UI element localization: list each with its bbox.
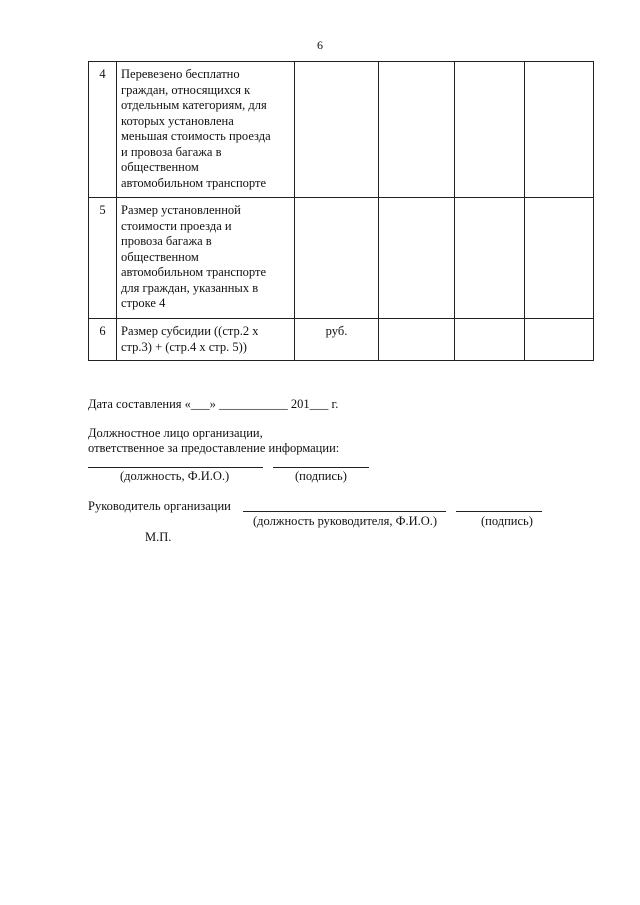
description-line: общественном [121,249,199,264]
official-position-caption: (должность, Ф.И.О.) [120,469,230,483]
description-line: автомобильном транспорте [121,265,267,279]
description-line: стоимости проезда и [121,218,232,233]
description-line: для граждан, указанных в [121,280,259,295]
description-line: строке 4 [121,296,166,310]
table-row-4 [89,62,594,198]
description-line: и провоза багажа в [121,144,222,159]
row-unit: руб. [295,319,379,361]
table-cell-empty [455,62,525,198]
description-line: которых установлена [121,113,234,128]
table-cell-empty [525,62,594,198]
page-number: 6 [317,38,323,52]
report-table [88,61,594,361]
head-label: Руководитель организации [88,499,231,513]
table-cell-empty [379,319,455,361]
official-label-line-2: ответственное за предоставление информации: [88,441,340,455]
description-line: Перевезено бесплатно [121,67,240,81]
table-cell-empty [379,62,455,198]
official-signature-caption: (подпись) [295,469,347,483]
table-cell-empty [455,198,525,319]
description-line: автомобильном транспорте [121,175,267,190]
description-line: провоза багажа в [121,234,212,248]
row-number: 4 [89,62,117,198]
official-label-line-1: Должностное лицо организации, [88,426,263,440]
description-line: меньшая стоимость проезда [121,129,271,143]
stamp-place: М.П. [145,530,172,544]
row-description [117,62,295,198]
table-row-5 [89,198,594,319]
description-line: Размер субсидии ((стр.2 х [121,324,259,338]
description-line: отдельным категориям, для [121,98,267,112]
row-number: 5 [89,198,117,319]
table-cell-empty [525,198,594,319]
table-row-6 [89,319,594,361]
head-position-line [243,511,446,512]
description-line: Размер установленной [121,203,241,217]
description-line: граждан, относящихся к [121,82,251,97]
official-signature-line [273,467,369,468]
row-description [117,198,295,319]
official-position-line [88,467,263,468]
row-number: 6 [89,319,117,361]
head-signature-line [456,511,542,512]
row-description [117,319,295,361]
description-line: стр.3) + (стр.4 х стр. 5)) [121,339,247,354]
compilation-date-line: Дата составления «___» ___________ 201___ г. [88,397,339,411]
head-signature-caption: (подпись) [481,514,533,528]
row-unit [295,198,379,319]
row-unit [295,62,379,198]
table-cell-empty [455,319,525,361]
table-cell-empty [379,198,455,319]
head-position-caption: (должность руководителя, Ф.И.О.) [253,514,438,528]
description-line: общественном [121,160,199,174]
table-cell-empty [525,319,594,361]
